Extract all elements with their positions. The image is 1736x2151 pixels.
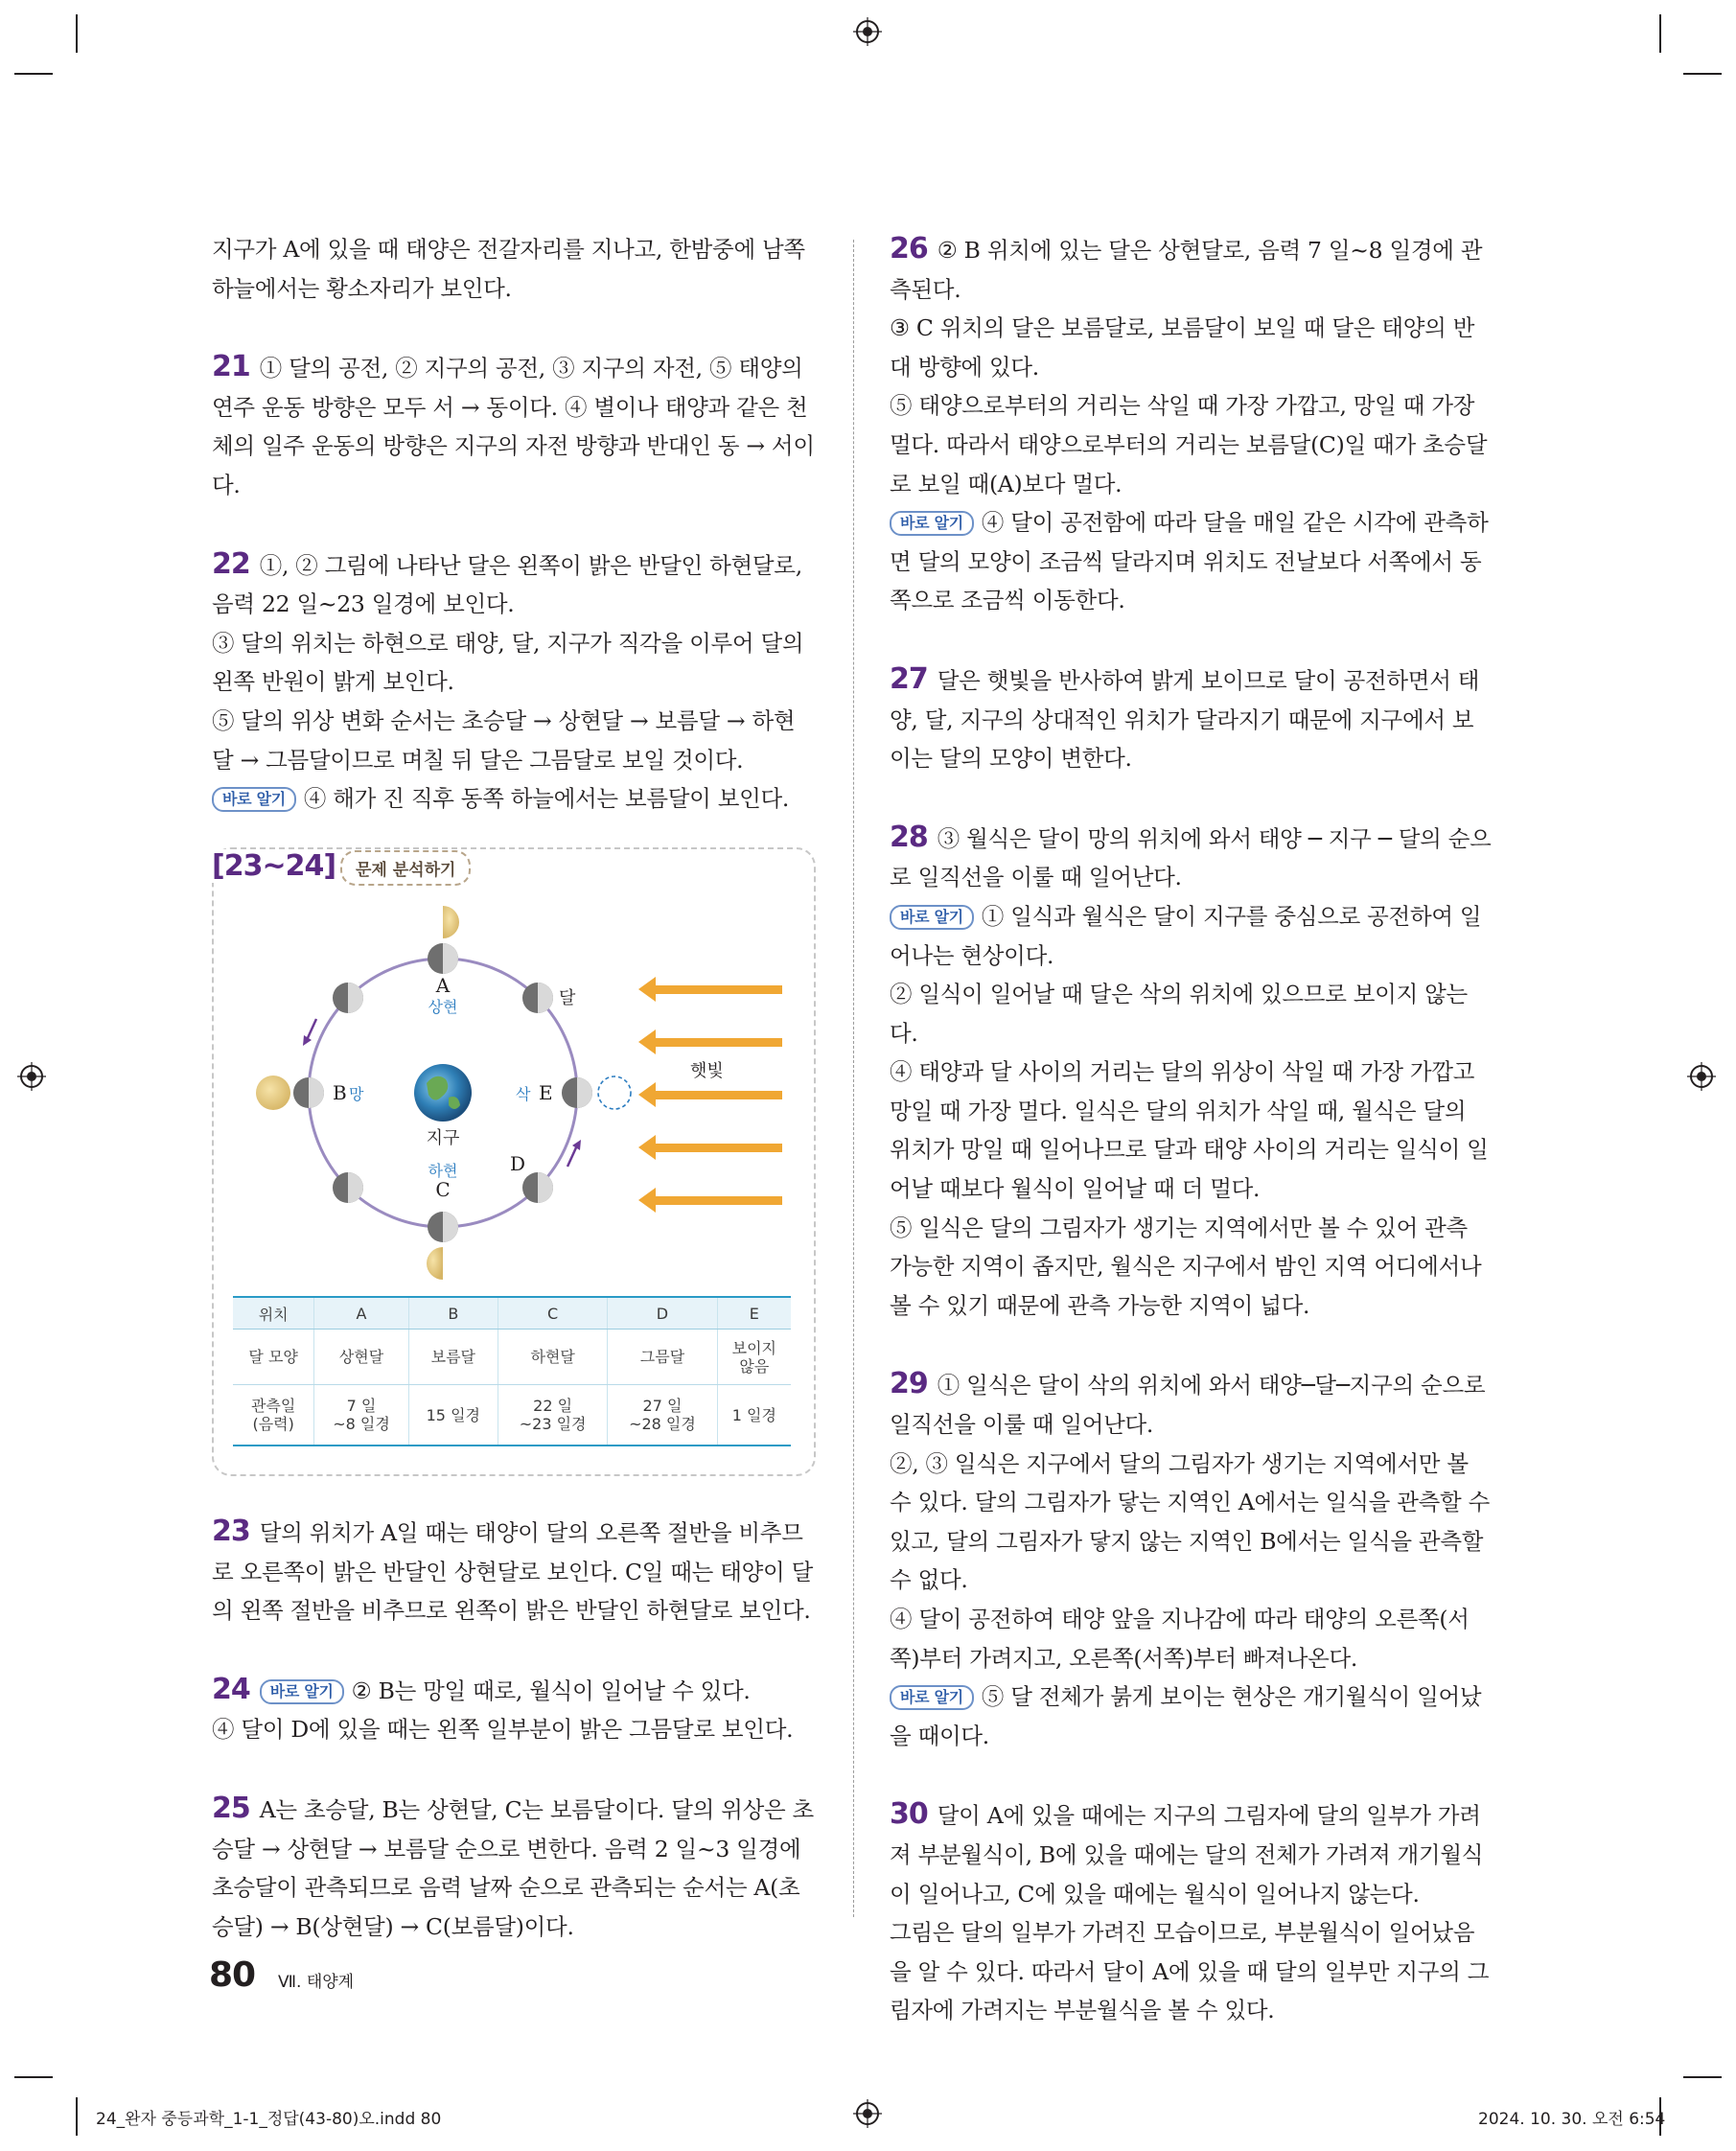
footer-date: 2024. 10. 30. 오전 6:54 xyxy=(1478,2110,1666,2129)
question-number: 29 xyxy=(890,1367,928,1401)
last-quarter-moon-icon xyxy=(427,1247,443,1280)
table-cell: 22 일 ~23 일경 xyxy=(498,1385,607,1446)
crop-mark xyxy=(1683,2076,1722,2078)
answer-paragraph: ⑤ 일식은 달의 그림자가 생기는 지역에서만 볼 수 있어 관측 가능한 지역이 좁지만, 월식은 지구에서 밤인 지역 어디에서나 볼 수 있기 때문에 관측 가능한 지역이 넓다. xyxy=(890,1214,1482,1319)
table-cell: 27 일 ~28 일경 xyxy=(608,1385,717,1446)
answer-section xyxy=(890,1365,1493,1755)
label-moon: 달 xyxy=(559,988,576,1008)
label-d: D xyxy=(510,1152,526,1175)
registration-mark-icon xyxy=(1687,1062,1716,1091)
table-header: D xyxy=(608,1297,717,1330)
first-quarter-moon-icon xyxy=(443,906,459,938)
label-b-sub: 망 xyxy=(349,1085,364,1103)
table-cell: 달 모양 xyxy=(233,1330,314,1385)
answer-paragraph: ④ 달이 D에 있을 때는 왼쪽 일부분이 밝은 그믐달로 보인다. xyxy=(212,1716,794,1744)
label-sunlight: 햇빛 xyxy=(690,1061,724,1081)
question-number: 26 xyxy=(890,232,928,266)
answer-paragraph: 28 ③ 월식은 달이 망의 위치에 와서 태양 ─ 지구 ─ 달의 순으로 일직선을 이룰 때 일어난다. xyxy=(890,820,1492,891)
answer-paragraph: ②, ③ 일식은 지구에서 달의 그림자가 생기는 지역에서만 볼 수 있다. 달의 그림자가 닿는 지역인 A에서는 일식을 관측할 수 있고, 달의 그림자가 닿지 않는 지역인 B에서는 일식을 관측할 수 없다. xyxy=(890,1449,1490,1594)
label-a-sub: 상현 xyxy=(428,998,458,1016)
correction-badge: 바로 알기 xyxy=(260,1679,344,1704)
correction-badge: 바로 알기 xyxy=(890,1685,974,1710)
answer-section xyxy=(212,348,816,504)
left-column-top xyxy=(212,230,816,859)
correction-badge: 바로 알기 xyxy=(890,905,974,930)
answer-paragraph: 25 A는 초승달, B는 상현달, C는 보름달이다. 달의 위상은 초승달 → 상현달 → 보름달 순으로 변한다. 음력 2 일~3 일경에 초승달이 관측되므로 음력 날짜 순으로 관측되는 순서는 A(초승달) → B(상현달) → C(보름달)이다. xyxy=(212,1791,814,1940)
table-cell: 하현달 xyxy=(498,1330,607,1385)
box-title: [23~24] xyxy=(212,849,345,883)
label-c-sub: 하현 xyxy=(428,1162,458,1180)
answer-paragraph: 그림은 달의 일부가 가려진 모습이므로, 부분월식이 일어났음을 알 수 있다. 따라서 달이 A에 있을 때 달의 일부만 지구의 그림자에 가려지는 부분월식을 볼 수 있다. xyxy=(890,1919,1490,2024)
crop-mark xyxy=(1659,14,1661,53)
table-cell: 15 일경 xyxy=(408,1385,498,1446)
question-number: 22 xyxy=(212,546,250,581)
table-header: A xyxy=(314,1297,408,1330)
answer-paragraph: ③ 달의 위치는 하현으로 태양, 달, 지구가 직각을 이루어 달의 왼쪽 반원이 밝게 보인다. xyxy=(212,629,804,696)
answer-paragraph: 바로 알기 ④ 해가 진 직후 동쪽 하늘에서는 보름달이 보인다. xyxy=(212,779,816,819)
table-cell: 1 일경 xyxy=(717,1385,791,1446)
table-header: C xyxy=(498,1297,607,1330)
question-number: 24 xyxy=(212,1672,250,1706)
table-cell: 관측일 (음력) xyxy=(233,1385,314,1446)
table-row xyxy=(233,1385,791,1446)
answer-section xyxy=(212,1513,816,1631)
earth-label: 지구 xyxy=(426,1128,460,1148)
answer-paragraph: 바로 알기 ④ 달이 공전함에 따라 달을 매일 같은 시각에 관측하면 달의 모양이 조금씩 달라지며 위치도 전날보다 서쪽에서 동쪽으로 조금씩 이동한다. xyxy=(890,509,1489,614)
question-number: 23 xyxy=(212,1515,250,1548)
answer-paragraph: 29 ① 일식은 달이 삭의 위치에 와서 태양─달─지구의 순으로 일직선을 이룰 때 일어난다. xyxy=(890,1367,1486,1439)
answer-paragraph: ③ C 위치의 달은 보름달로, 보름달이 보일 때 달은 태양의 반대 방향에 있다. xyxy=(890,314,1475,381)
question-number: 25 xyxy=(212,1791,250,1825)
table-row xyxy=(233,1330,791,1385)
answer-section xyxy=(890,819,1493,1326)
crop-mark xyxy=(14,2076,53,2078)
label-e: E xyxy=(539,1081,553,1104)
new-moon-icon xyxy=(598,1076,631,1109)
answer-paragraph: 지구가 A에 있을 때 태양은 전갈자리를 지나고, 한밤중에 남쪽 하늘에서는 황소자리가 보인다. xyxy=(212,236,805,302)
crop-mark xyxy=(14,73,53,75)
answer-section xyxy=(890,660,1493,778)
registration-mark-icon xyxy=(853,2099,882,2128)
answer-paragraph: ④ 달이 공전하여 태양 앞을 지나감에 따라 태양의 오른쪽(서쪽)부터 가려지고, 오른쪽(서쪽)부터 빠져나온다. xyxy=(890,1606,1470,1672)
label-e-sub: 삭 xyxy=(516,1085,531,1103)
box-tag: 문제 분석하기 xyxy=(340,850,471,886)
answer-section xyxy=(212,545,816,819)
column-divider xyxy=(853,240,854,1917)
answer-section xyxy=(212,1790,816,1946)
answer-paragraph: 24 바로 알기 ② B는 망일 때로, 월식이 일어날 수 있다. xyxy=(212,1672,751,1706)
question-number: 30 xyxy=(890,1797,928,1832)
correction-badge: 바로 알기 xyxy=(212,787,296,812)
answer-paragraph: 바로 알기 ⑤ 달 전체가 붉게 보이는 현상은 개기월식이 일어났을 때이다. xyxy=(890,1683,1482,1749)
answer-paragraph: 21 ① 달의 공전, ② 지구의 공전, ③ 지구의 자전, ⑤ 태양의 연주 운동 방향은 모두 서 → 동이다. ④ 별이나 태양과 같은 천체의 일주 운동의 방향은 지구의 자전 방향과 반대인 동 → 서이다. xyxy=(212,350,815,498)
crop-mark xyxy=(76,2097,78,2136)
answer-paragraph: 27 달은 햇빛을 반사하여 밝게 보이므로 달이 공전하면서 태양, 달, 지구의 상대적인 위치가 달라지기 때문에 지구에서 보이는 달의 모양이 변한다. xyxy=(890,661,1480,773)
label-b: B xyxy=(333,1081,347,1104)
sunlight-arrows xyxy=(638,977,782,1213)
table-cell: 상현달 xyxy=(314,1330,408,1385)
right-column xyxy=(890,230,1493,2070)
moon-phase-diagram xyxy=(230,896,786,1284)
page-number: 80 xyxy=(209,1955,256,1995)
table-cell: 보이지 않음 xyxy=(717,1330,791,1385)
table-header: 위치 xyxy=(233,1297,314,1330)
question-number: 27 xyxy=(890,661,928,696)
table-cell: 7 일 ~8 일경 xyxy=(314,1385,408,1446)
answer-paragraph: 바로 알기 ① 일식과 월식은 달이 지구를 중심으로 공전하여 일어나는 현상이다. xyxy=(890,902,1482,969)
table-header: B xyxy=(408,1297,498,1330)
answer-paragraph: 30 달이 A에 있을 때에는 지구의 그림자에 달의 일부가 가려져 부분월식이, B에 있을 때에는 달의 전체가 가려져 개기월식이 일어나고, C에 있을 때에는 월식이 일어나지 않는다. xyxy=(890,1797,1484,1908)
label-c: C xyxy=(435,1178,451,1201)
table-header: E xyxy=(717,1297,791,1330)
crop-mark xyxy=(1683,73,1722,75)
full-moon-icon xyxy=(256,1076,290,1110)
correction-badge: 바로 알기 xyxy=(890,511,974,536)
answer-paragraph: ⑤ 태양으로부터의 거리는 삭일 때 가장 가깝고, 망일 때 가장 멀다. 따라서 태양으로부터의 거리는 보름달(C)일 때가 초승달로 보일 때(A)보다 멀다. xyxy=(890,392,1488,497)
answer-paragraph: ⑤ 달의 위상 변화 순서는 초승달 → 상현달 → 보름달 → 하현달 → 그믐달이므로 며칠 뒤 달은 그믐달로 보일 것이다. xyxy=(212,706,796,774)
answer-paragraph: 26 ② B 위치에 있는 달은 상현달로, 음력 7 일~8 일경에 관측된다. xyxy=(890,232,1483,303)
question-number: 21 xyxy=(212,350,250,384)
answer-section xyxy=(890,230,1493,620)
registration-mark-icon xyxy=(853,17,882,46)
answer-paragraph: ④ 태양과 달 사이의 거리는 달의 위상이 삭일 때 가장 가깝고 망일 때 가장 멀다. 일식은 달의 위치가 삭일 때, 월식은 달의 위치가 망일 때 일어나므로 달과 태양 사이의 거리는 일식이 일어날 때보다 월식이 일어날 때 더 멀다. xyxy=(890,1058,1489,1203)
table-cell: 보름달 xyxy=(408,1330,498,1385)
question-number: 28 xyxy=(890,820,928,854)
left-column-bottom xyxy=(212,1513,816,1986)
answer-section xyxy=(212,1671,816,1749)
answer-section xyxy=(212,230,816,308)
answer-paragraph: ② 일식이 일어날 때 달은 삭의 위치에 있으므로 보이지 않는다. xyxy=(890,981,1468,1047)
answer-paragraph: 23 달의 위치가 A일 때는 태양이 달의 오른쪽 절반을 비추므로 오른쪽이 밝은 반달인 상현달로 보인다. C일 때는 태양이 달의 왼쪽 절반을 비추므로 왼쪽이 밝은 반달인 하현달로 보인다. xyxy=(212,1515,814,1625)
footer-file: 24_완자 중등과학_1-1_정답(43-80)오.indd 80 xyxy=(96,2110,442,2129)
table-cell: 그믐달 xyxy=(608,1330,717,1385)
crop-mark xyxy=(76,14,78,53)
answer-paragraph: 22 ①, ② 그림에 나타난 달은 왼쪽이 밝은 반달인 하현달로, 음력 22 일~23 일경에 보인다. xyxy=(212,546,802,618)
moon-phase-table xyxy=(233,1296,791,1446)
chapter-label: Ⅶ. 태양계 xyxy=(278,1973,355,1992)
registration-mark-icon xyxy=(17,1062,46,1091)
label-a: A xyxy=(435,974,451,997)
answer-section xyxy=(890,1795,1493,2030)
